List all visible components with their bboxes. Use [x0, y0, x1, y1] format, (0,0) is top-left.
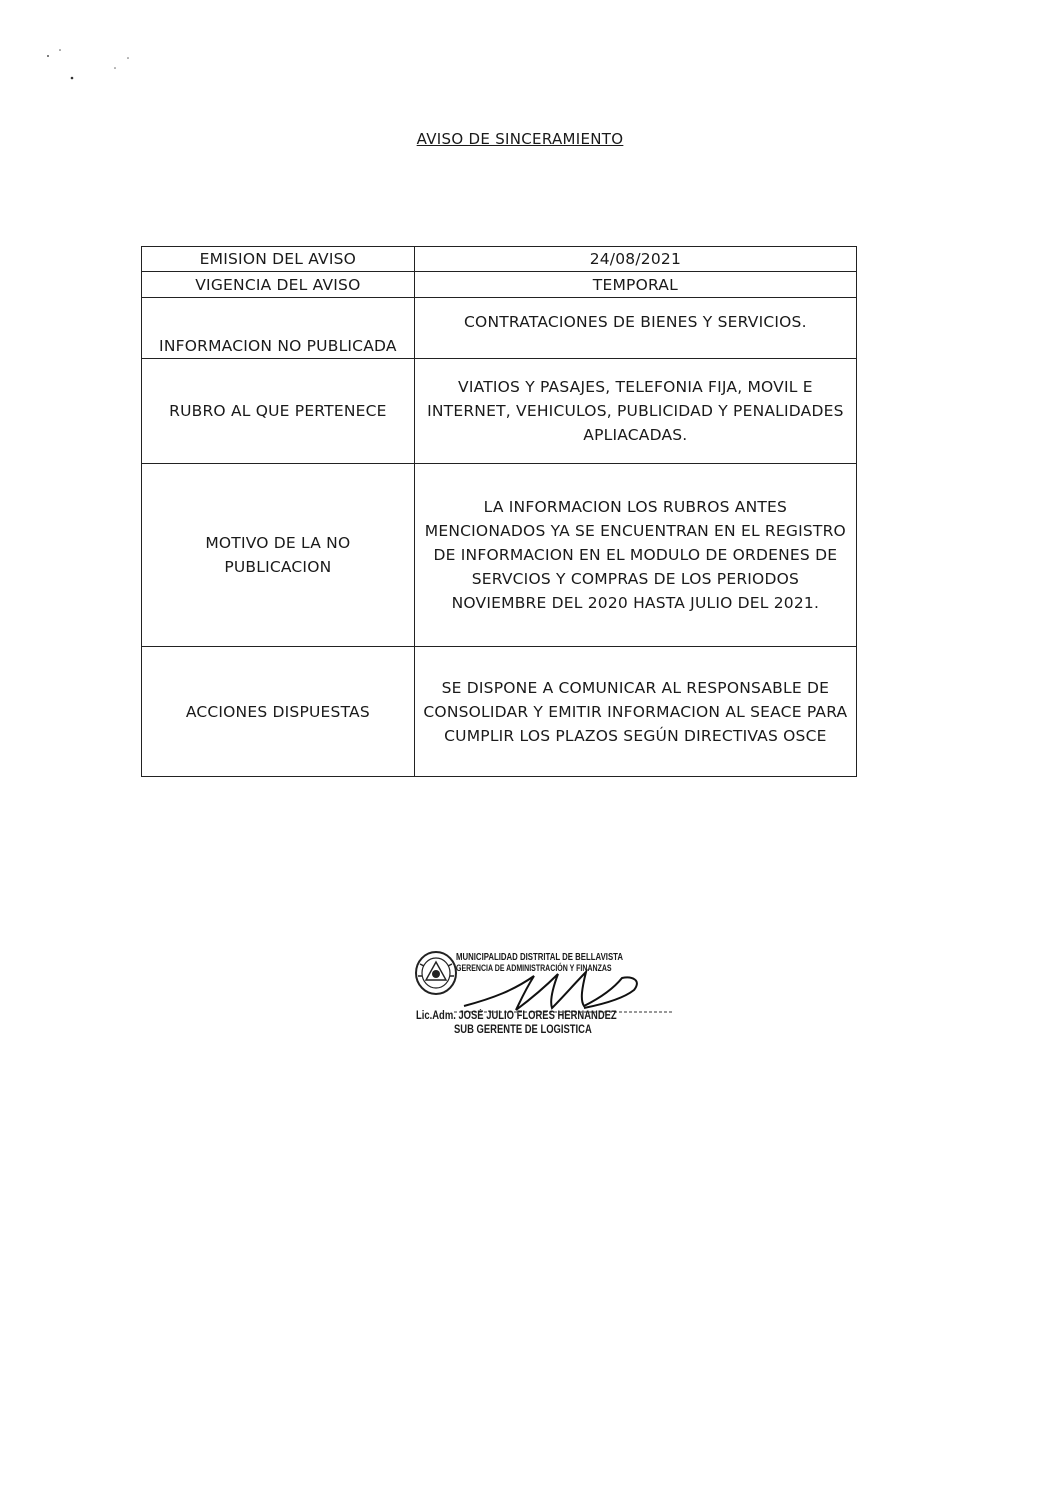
handwritten-signature [454, 968, 674, 1016]
row-value: VIATIOS Y PASAJES, TELEFONIA FIJA, MOVIL E INTERNET, VEHICULOS, PUBLICIDAD Y PENALIDADES APLIACADAS. [414, 359, 856, 464]
table-row [142, 647, 857, 777]
row-value: TEMPORAL [414, 272, 856, 298]
row-label-text: MOTIVO DE LA NO PUBLICACION [205, 534, 351, 576]
signer-role: SUB GERENTE DE LOGISTICA [454, 1024, 592, 1036]
row-label: ACCIONES DISPUESTAS [142, 647, 415, 777]
row-value: SE DISPONE A COMUNICAR AL RESPONSABLE DE CONSOLIDAR Y EMITIR INFORMACION AL SEACE PARA CUMPLIR LOS PLAZOS SEGÚN DIRECTIVAS OSCE [414, 647, 856, 777]
row-label: VIGENCIA DEL AVISO [142, 272, 415, 298]
document-title: AVISO DE SINCERAMIENTO [416, 130, 624, 148]
notice-table [141, 246, 857, 777]
row-value: LA INFORMACION LOS RUBROS ANTES MENCIONADOS YA SE ENCUENTRAN EN EL REGISTRO DE INFORMACION EN EL MODULO DE ORDENES DE SERVCIOS Y COMPRAS DE LOS PERIODOS NOVIEMBRE DEL 2020 HASTA JULIO DEL 2021. [414, 464, 856, 647]
row-value: 24/08/2021 [414, 247, 856, 272]
stamp-department: GERENCIA DE ADMINISTRACIÓN Y FINANZAS [456, 963, 612, 973]
row-label: INFORMACION NO PUBLICADA [142, 298, 415, 359]
scan-specks [40, 40, 150, 90]
table-row [142, 464, 857, 647]
row-label [142, 464, 415, 647]
signature-stamp [414, 946, 664, 1046]
row-label: RUBRO AL QUE PERTENECE [142, 359, 415, 464]
stamp-organization: MUNICIPALIDAD DISTRITAL DE BELLAVISTA [456, 952, 623, 963]
table-row [142, 272, 857, 298]
table-row [142, 359, 857, 464]
table-row [142, 247, 857, 272]
table-row [142, 298, 857, 359]
municipal-seal-icon [414, 950, 458, 996]
row-value: CONTRATACIONES DE BIENES Y SERVICIOS. [414, 298, 856, 359]
row-label: EMISION DEL AVISO [142, 247, 415, 272]
signer-name: Lic.Adm. JOSÉ JULIO FLORES HERNANDEZ [416, 1010, 617, 1022]
